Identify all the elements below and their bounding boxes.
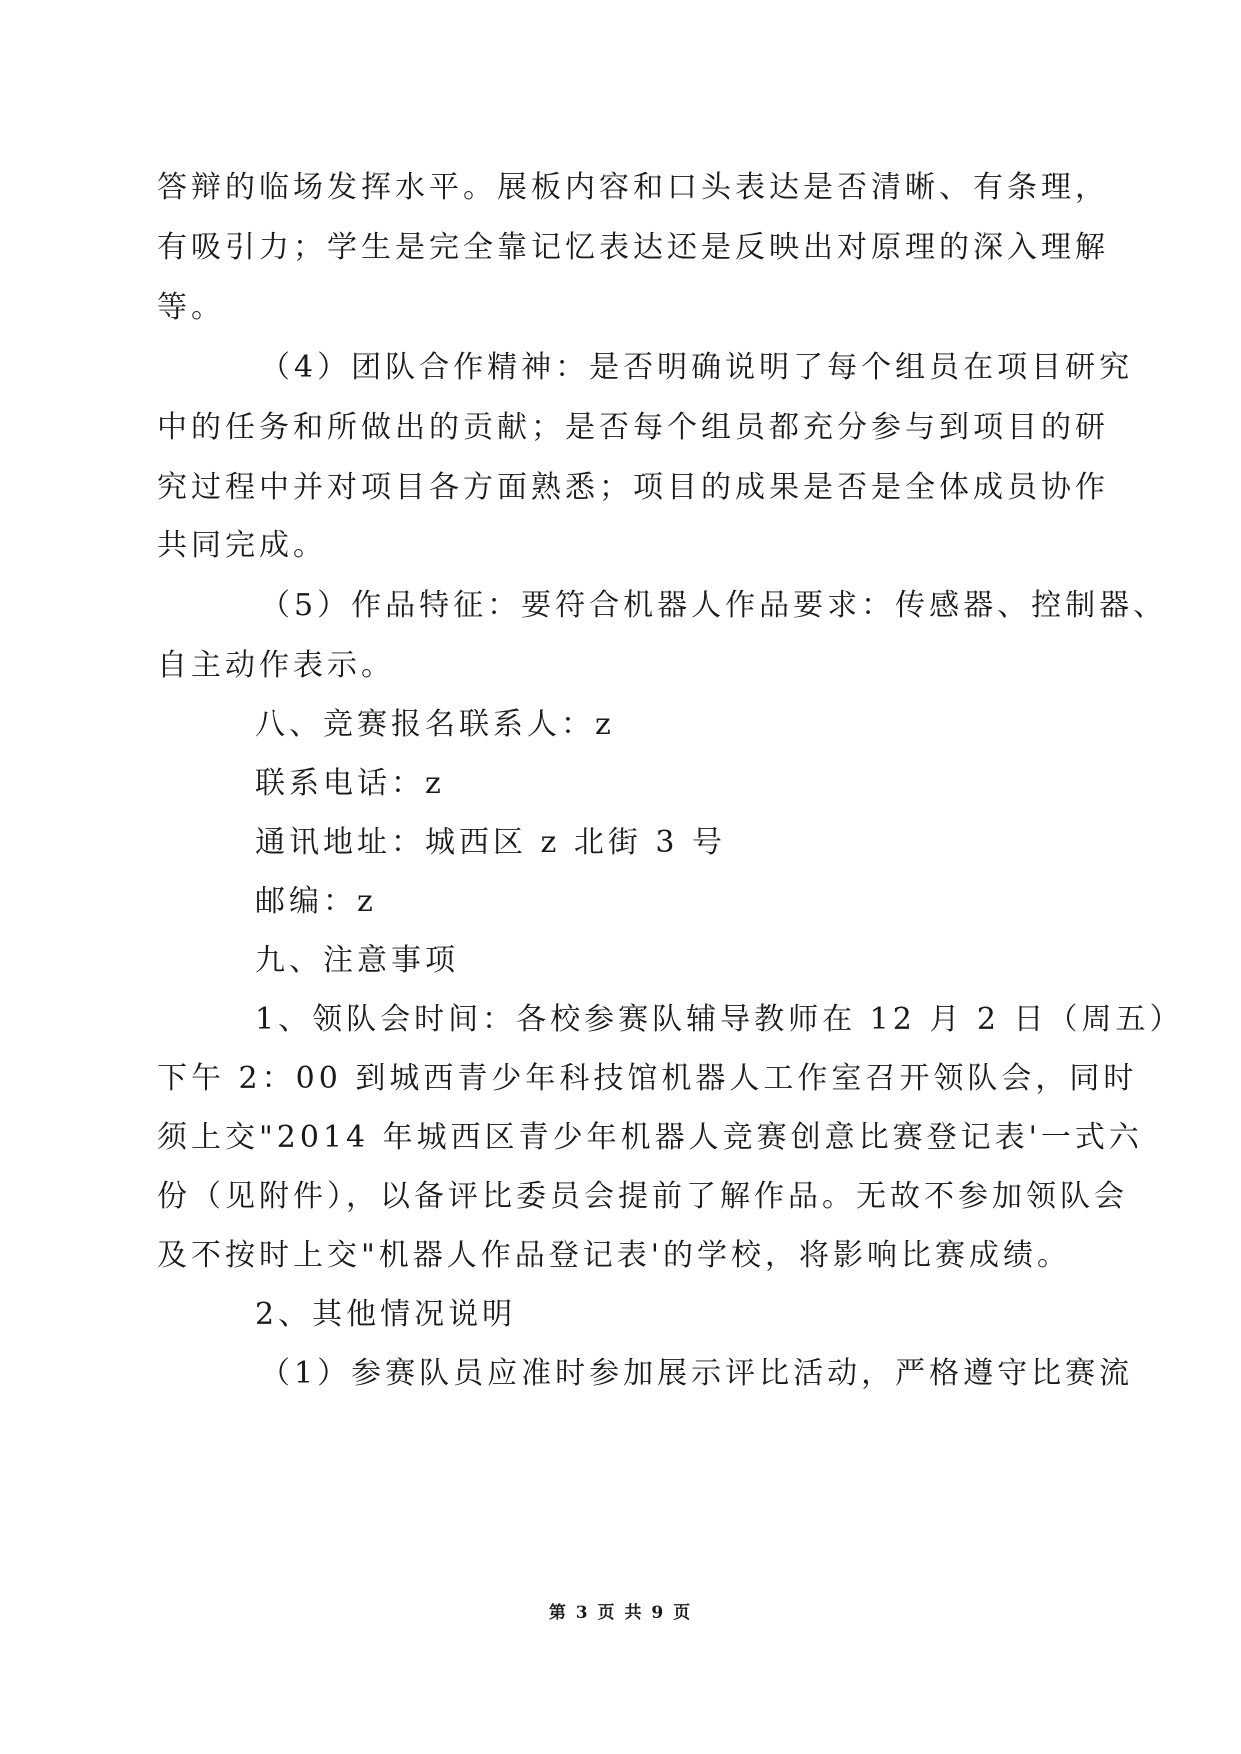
body-line: 2、其他情况说明 [255,1297,517,1332]
body-line: （5）作品特征：要符合机器人作品要求：传感器、控制器、 [260,588,1168,623]
section-heading: 九、注意事项 [255,943,459,978]
body-line: 答辩的临场发挥水平。展板内容和口头表达是否清晰、有条理， [157,170,1109,205]
page-number-footer: 第 3 页 共 9 页 [548,1603,693,1623]
body-line: 自主动作表示。 [157,648,395,683]
body-line: 联系电话：z [255,766,445,801]
body-line: 共同完成。 [157,528,327,563]
body-line: （1）参赛队员应准时参加展示评比活动，严格遵守比赛流 [260,1356,1134,1391]
body-line: 邮编：z [255,884,377,919]
body-line: 下午 2：00 到城西青少年科技馆机器人工作室召开领队会，同时 [157,1061,1138,1096]
body-line: 等。 [157,290,225,325]
section-heading: 八、竞赛报名联系人：z [255,707,615,742]
body-line: 1、领队会时间：各校参赛队辅导教师在 12 月 2 日（周五） [255,1002,1184,1037]
body-line: 究过程中并对项目各方面熟悉；项目的成果是否是全体成员协作 [157,470,1109,505]
body-line: 通讯地址：城西区 z 北街 3 号 [255,825,727,860]
body-line: 及不按时上交"机器人作品登记表'的学校，将影响比赛成绩。 [157,1238,1072,1273]
body-line: 须上交"2014 年城西区青少年机器人竞赛创意比赛登记表'一式六 [157,1120,1143,1155]
body-line: 有吸引力；学生是完全靠记忆表达还是反映出对原理的深入理解 [157,230,1109,265]
body-line: 份（见附件），以备评比委员会提前了解作品。无故不参加领队会 [157,1179,1128,1214]
body-line: （4）团队合作精神：是否明确说明了每个组员在项目研究 [260,350,1134,385]
body-line: 中的任务和所做出的贡献；是否每个组员都充分参与到项目的研 [157,410,1109,445]
